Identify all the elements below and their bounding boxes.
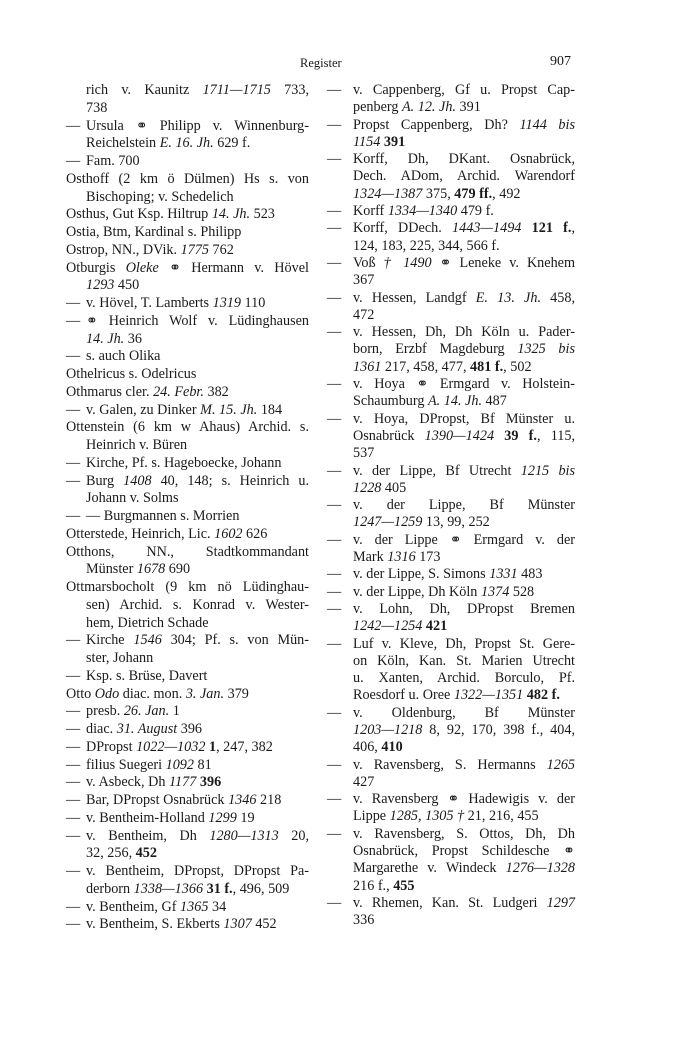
index-line xyxy=(327,878,575,895)
entry-dash: — xyxy=(327,151,342,168)
index-line-text: Luf v. Kleve, Dh, Propst St. Gere- xyxy=(353,635,575,652)
index-line-text: Othmarus cler. 24. Febr. 382 xyxy=(66,383,229,400)
index-line xyxy=(327,290,575,307)
entry-dash: — xyxy=(327,203,342,220)
index-line-text: Ostrop, NN., DVik. 1775 762 xyxy=(66,241,234,258)
index-line xyxy=(66,260,309,278)
index-line-text: DPropst 1022—1032 1, 247, 382 xyxy=(86,738,273,755)
index-line xyxy=(327,618,575,635)
index-line xyxy=(327,134,575,151)
index-line-text: v. Bentheim, Dh 1280—1313 20, xyxy=(86,827,309,844)
index-line xyxy=(66,437,309,455)
index-line xyxy=(66,277,309,295)
entry-dash: — xyxy=(66,738,81,755)
index-line xyxy=(66,615,309,633)
entry-dash: — xyxy=(327,497,342,514)
index-line-text: v. Oldenburg, Bf Münster xyxy=(353,704,575,721)
index-line xyxy=(327,757,575,774)
index-line-text: Schaumburg A. 14. Jh. 487 xyxy=(353,393,507,410)
index-line xyxy=(327,324,575,341)
index-line-text: ster, Johann xyxy=(86,650,154,666)
index-line xyxy=(66,366,309,384)
index-line xyxy=(327,376,575,393)
index-line-text: Ksp. s. Brüse, Davert xyxy=(86,667,208,684)
index-line xyxy=(327,463,575,480)
index-line-text: 367 xyxy=(353,272,375,289)
index-line-text: derborn 1338—1366 31 f., 496, 509 xyxy=(86,880,290,897)
index-line-text: Osthoff (2 km ö Dülmen) Hs s. von xyxy=(66,170,309,187)
index-line xyxy=(327,445,575,462)
index-line xyxy=(327,739,575,756)
index-line-text: v. Cappenberg, Gf u. Propst Cap- xyxy=(353,82,575,98)
index-line-text: v. Ravensberg, S. Ottos, Dh, Dh xyxy=(353,825,575,842)
index-line xyxy=(327,774,575,791)
index-line xyxy=(327,566,575,583)
index-line xyxy=(66,135,309,153)
index-line-text: v. der Lippe, Bf Münster xyxy=(353,497,575,514)
index-line xyxy=(327,584,575,601)
index-line-text: Ottmarsbocholt (9 km nö Lüdinghau- xyxy=(66,579,309,595)
entry-dash: — xyxy=(327,600,342,617)
index-line-text: sen) Archid. s. Konrad v. Wester- xyxy=(86,596,309,613)
index-line xyxy=(66,668,309,686)
index-line-text: diac. 31. August 396 xyxy=(86,721,202,737)
entry-dash: — xyxy=(66,508,81,524)
index-line-text: Kirche, Pf. s. Hageboecke, Johann xyxy=(86,454,282,471)
index-line xyxy=(66,828,309,846)
entry-dash: — xyxy=(327,116,342,133)
index-line-text: v. Lohn, Dh, DPropst Bremen xyxy=(353,600,575,617)
index-line-text: Osthus, Gut Ksp. Hiltrup 14. Jh. 523 xyxy=(66,206,275,223)
index-line xyxy=(66,384,309,402)
entry-dash: — xyxy=(66,898,81,915)
index-line-text: v. Rhemen, Kan. St. Ludgeri 1297 xyxy=(353,894,575,911)
index-line xyxy=(327,168,575,185)
index-line xyxy=(327,82,575,99)
index-line-text: v. Hessen, Landgf E. 13. Jh. 458, xyxy=(353,289,576,306)
index-line-text: Osnabrück, Propst Schildesche ⚭ xyxy=(353,843,575,860)
index-line xyxy=(327,601,575,618)
index-line-text: ⚭ Heinrich Wolf v. Lüdinghausen xyxy=(86,312,309,329)
entry-dash: — xyxy=(66,295,81,311)
index-line xyxy=(327,272,575,289)
index-line-text: Propst Cappenberg, Dh? 1144 bis xyxy=(353,116,575,133)
entry-dash: — xyxy=(327,531,342,548)
index-line-text: 1242—1254 421 xyxy=(353,618,448,635)
entry-dash: — xyxy=(66,153,81,169)
index-line-text: 406, 410 xyxy=(353,739,403,756)
index-line-text: hem, Dietrich Schade xyxy=(86,614,209,631)
index-line-text: 1247—1259 13, 99, 252 xyxy=(353,514,490,531)
entry-dash: — xyxy=(327,462,342,479)
index-line xyxy=(327,532,575,549)
left-index-column xyxy=(66,82,309,934)
index-line-text: v. Hövel, T. Lamberts 1319 110 xyxy=(86,295,266,311)
index-line-text: v. Hoya ⚭ Ermgard v. Holstein- xyxy=(353,376,575,393)
entry-dash: — xyxy=(66,792,81,808)
index-line xyxy=(66,118,309,136)
index-line xyxy=(327,99,575,116)
entry-dash: — xyxy=(66,863,81,879)
index-line xyxy=(66,597,309,615)
index-line-text: 1324—1387 375, 479 ff., 492 xyxy=(353,185,521,202)
index-line xyxy=(327,636,575,653)
index-line-text: Ottenstein (6 km w Ahaus) Archid. s. xyxy=(66,419,309,436)
entry-dash: — xyxy=(327,566,342,583)
entry-dash: — xyxy=(327,825,342,842)
index-line-text: v. Hoya, DPropst, Bf Münster u. xyxy=(353,410,575,427)
entry-dash: — xyxy=(66,472,81,489)
index-line xyxy=(327,653,575,670)
entry-dash: — xyxy=(327,410,342,427)
index-line xyxy=(66,242,309,260)
index-line-text: 124, 183, 225, 344, 566 f. xyxy=(353,237,500,254)
index-line xyxy=(327,428,575,445)
index-line xyxy=(327,220,575,237)
entry-dash: — xyxy=(66,703,81,720)
entry-dash: — xyxy=(66,454,81,471)
index-line xyxy=(66,189,309,207)
entry-dash: — xyxy=(66,348,81,365)
index-line-text: Ostia, Btm, Kardinal s. Philipp xyxy=(66,224,242,240)
index-line-text: v. der Lippe ⚭ Ermgard v. der xyxy=(353,531,575,548)
index-line xyxy=(327,307,575,324)
index-line xyxy=(327,238,575,255)
entry-dash: — xyxy=(66,827,81,844)
index-line xyxy=(66,899,309,917)
entry-dash: — xyxy=(327,289,342,306)
entry-dash: — xyxy=(66,774,81,791)
index-line-text: v. Asbeck, Dh 1177 396 xyxy=(86,774,222,791)
index-line-text: s. auch Olika xyxy=(86,348,161,365)
index-line xyxy=(66,402,309,420)
index-line-text: rich v. Kaunitz 1711—1715 733, xyxy=(86,82,310,98)
entry-dash: — xyxy=(66,721,81,737)
index-line-text: Reichelstein E. 16. Jh. 629 f. xyxy=(86,135,251,152)
index-line xyxy=(327,808,575,825)
index-line-text: — Burgmannen s. Morrien xyxy=(86,508,240,524)
index-line-text: Otterstede, Heinrich, Lic. 1602 626 xyxy=(66,525,268,542)
index-line-text: presb. 26. Jan. 1 xyxy=(86,703,180,720)
index-line-text: Johann v. Solms xyxy=(86,490,179,507)
index-line xyxy=(327,151,575,168)
index-line xyxy=(66,863,309,881)
index-line-text: Bar, DPropst Osnabrück 1346 218 xyxy=(86,792,282,808)
index-line-text: 216 f., 455 xyxy=(353,877,415,894)
index-line xyxy=(327,549,575,566)
index-line xyxy=(66,845,309,863)
index-line xyxy=(327,826,575,843)
index-line-text: Fam. 700 xyxy=(86,153,140,169)
index-line xyxy=(66,757,309,775)
index-line-text: Roesdorf u. Oree 1322—1351 482 f. xyxy=(353,687,560,704)
index-line-text: 1361 217, 458, 477, 481 f., 502 xyxy=(353,358,532,375)
index-line xyxy=(327,895,575,912)
index-line xyxy=(327,722,575,739)
index-line-text: v. Bentheim, S. Ekberts 1307 452 xyxy=(86,916,277,933)
index-line-text: v. Bentheim-Holland 1299 19 xyxy=(86,809,255,826)
index-line-text: 472 xyxy=(353,306,375,323)
index-line-text: Dech. ADom, Archid. Warendorf xyxy=(353,168,575,185)
page-number: 907 xyxy=(550,54,571,69)
index-line-text: Ursula ⚭ Philipp v. Winnenburg- xyxy=(86,117,309,134)
index-line xyxy=(66,224,309,242)
index-line-text: 738 xyxy=(86,99,108,116)
entry-dash: — xyxy=(327,756,342,773)
index-line xyxy=(327,860,575,877)
index-line xyxy=(66,686,309,704)
index-line xyxy=(66,810,309,828)
index-line xyxy=(66,171,309,189)
index-line xyxy=(66,579,309,597)
index-line-text: 537 xyxy=(353,445,375,462)
index-line xyxy=(66,313,309,331)
index-line-text: Korff, Dh, DKant. Osnabrück, xyxy=(353,151,575,168)
index-line xyxy=(66,526,309,544)
entry-dash: — xyxy=(327,704,342,721)
index-line-text: penberg A. 12. Jh. 391 xyxy=(353,99,481,116)
entry-dash: — xyxy=(327,82,342,98)
index-line xyxy=(66,544,309,562)
index-line-text: v. Ravensberg ⚭ Hadewigis v. der xyxy=(353,791,575,808)
index-line xyxy=(327,341,575,358)
index-line-text: v. Ravensberg, S. Hermanns 1265 xyxy=(353,756,575,773)
index-line xyxy=(327,687,575,704)
index-line-text: 1154 391 xyxy=(353,133,406,150)
index-line-text: v. Bentheim, DPropst, DPropst Pa- xyxy=(86,863,309,879)
index-line xyxy=(66,561,309,579)
index-line-text: Otto Odo diac. mon. 3. Jan. 379 xyxy=(66,685,249,702)
entry-dash: — xyxy=(66,809,81,826)
index-line xyxy=(327,497,575,514)
index-line-text: Kirche 1546 304; Pf. s. von Mün- xyxy=(86,632,310,649)
index-line xyxy=(66,508,309,526)
right-index-column xyxy=(327,82,575,930)
running-header-title: Register xyxy=(300,56,342,70)
entry-dash: — xyxy=(66,312,81,329)
index-line xyxy=(66,331,309,349)
index-line xyxy=(66,455,309,473)
index-line xyxy=(66,348,309,366)
index-line xyxy=(327,912,575,929)
index-line-text: u. Xanten, Archid. Borculo, Pf. xyxy=(353,670,575,687)
index-line xyxy=(327,791,575,808)
index-line xyxy=(66,473,309,491)
entry-dash: — xyxy=(327,635,342,652)
index-line-text: 427 xyxy=(353,773,375,790)
index-line xyxy=(66,703,309,721)
entry-dash: — xyxy=(327,376,342,393)
index-line xyxy=(327,843,575,860)
index-line-text: Heinrich v. Büren xyxy=(86,437,188,453)
index-line-text: v. Bentheim, Gf 1365 34 xyxy=(86,898,227,915)
index-line xyxy=(327,480,575,497)
index-line xyxy=(66,721,309,739)
index-line-text: Burg 1408 40, 148; s. Heinrich u. xyxy=(86,472,309,489)
entry-dash: — xyxy=(327,220,342,237)
index-line-text: 1293 450 xyxy=(86,277,140,294)
entry-dash: — xyxy=(327,583,342,600)
entry-dash: — xyxy=(66,756,81,773)
index-line-text: filius Suegeri 1092 81 xyxy=(86,756,212,773)
index-line-text: Münster 1678 690 xyxy=(86,561,191,578)
index-line xyxy=(66,153,309,171)
entry-dash: — xyxy=(66,117,81,134)
index-line xyxy=(66,82,309,100)
index-line xyxy=(66,419,309,437)
index-line xyxy=(327,705,575,722)
index-line xyxy=(66,100,309,118)
index-line-text: Korff, DDech. 1443—1494 121 f., xyxy=(353,220,576,237)
index-line-text: Mark 1316 173 xyxy=(353,549,441,566)
index-line-text: Otthons, NN., Stadtkommandant xyxy=(66,543,309,560)
index-line-text: Othelricus s. Odelricus xyxy=(66,366,197,382)
index-line-text: Otburgis Oleke ⚭ Hermann v. Hövel xyxy=(66,259,309,276)
entry-dash: — xyxy=(327,791,342,808)
index-line xyxy=(66,774,309,792)
index-line-text: Margarethe v. Windeck 1276—1328 xyxy=(353,860,575,877)
index-line-text: 32, 256, 452 xyxy=(86,845,157,862)
entry-dash: — xyxy=(66,667,81,684)
index-line-text: 1203—1218 8, 92, 170, 398 f., 404, xyxy=(353,721,575,738)
index-line-text: v. Galen, zu Dinker M. 15. Jh. 184 xyxy=(86,401,283,418)
entry-dash: — xyxy=(66,632,81,649)
index-line xyxy=(327,393,575,410)
index-line-text: 336 xyxy=(353,912,375,929)
index-line xyxy=(327,514,575,531)
index-line xyxy=(66,490,309,508)
index-line xyxy=(66,739,309,757)
entry-dash: — xyxy=(66,916,81,933)
index-line-text: born, Erzbf Magdeburg 1325 bis xyxy=(353,341,575,358)
index-line xyxy=(66,650,309,668)
index-line-text: v. der Lippe, Dh Köln 1374 528 xyxy=(353,583,535,600)
index-line xyxy=(327,186,575,203)
entry-dash: — xyxy=(327,324,342,341)
index-line-text: Voß † 1490 ⚭ Leneke v. Knehem xyxy=(353,254,576,271)
index-line xyxy=(327,359,575,376)
index-line-text: v. der Lippe, S. Simons 1331 483 xyxy=(353,566,543,583)
entry-dash: — xyxy=(327,254,342,271)
index-line-text: 1228 405 xyxy=(353,479,407,496)
index-line-text: Korff 1334—1340 479 f. xyxy=(353,203,494,220)
index-line xyxy=(66,295,309,313)
index-line-text: Bischoping; v. Schedelich xyxy=(86,188,234,205)
index-line-text: on Köln, Kan. St. Marien Utrecht xyxy=(353,652,575,669)
index-line-text: v. der Lippe, Bf Utrecht 1215 bis xyxy=(353,462,576,479)
entry-dash: — xyxy=(66,401,81,418)
index-line xyxy=(66,881,309,899)
index-line xyxy=(327,670,575,687)
index-line-text: 14. Jh. 36 xyxy=(86,330,142,347)
index-line xyxy=(66,206,309,224)
index-line-text: v. Hessen, Dh, Dh Köln u. Pader- xyxy=(353,324,575,341)
index-line xyxy=(327,203,575,220)
index-line xyxy=(327,255,575,272)
index-line xyxy=(66,632,309,650)
index-line xyxy=(327,411,575,428)
index-line xyxy=(66,916,309,934)
index-line xyxy=(66,792,309,810)
index-line-text: Lippe 1285, 1305 † 21, 216, 455 xyxy=(353,808,539,825)
entry-dash: — xyxy=(327,894,342,911)
index-line-text: Osnabrück 1390—1424 39 f., 115, xyxy=(353,427,575,444)
index-line xyxy=(327,117,575,134)
